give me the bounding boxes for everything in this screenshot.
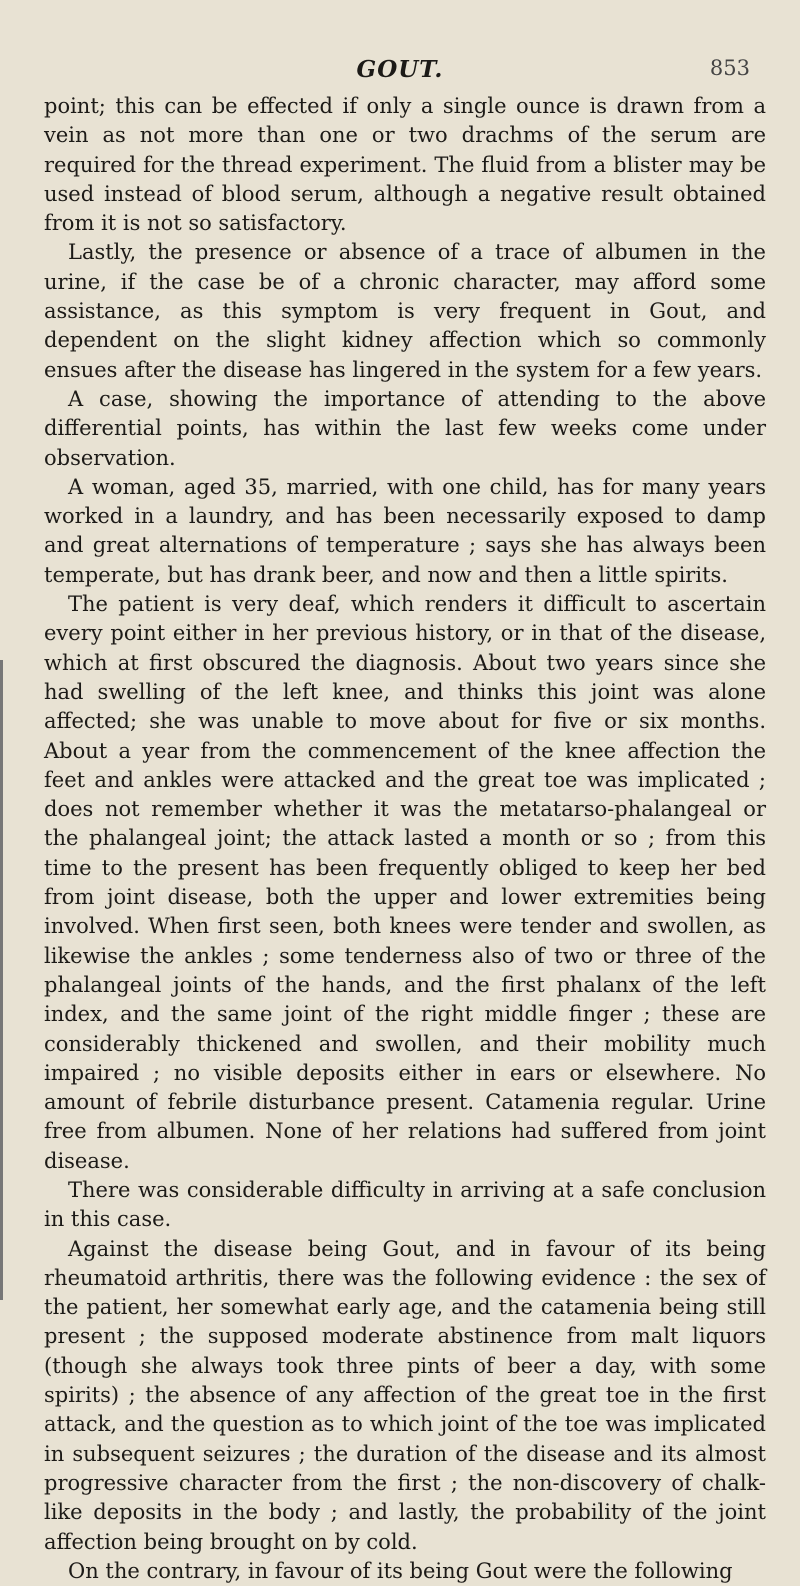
paragraph-6: There was considerable difficulty in arriving at a safe conclusion in this case. bbox=[44, 1177, 766, 1232]
paragraph-4: A woman, aged 35, married, with one child, has for many years worked in a laundry, and has been necessarily exposed to damp and great alternations of temperature ; says she has always been temperate, but has drank beer, and now and then a little spirits. bbox=[44, 474, 766, 587]
paragraph-3: A case, showing the importance of attending to the above differential points, has within the last few weeks come under observation. bbox=[44, 386, 766, 470]
page-number: 853 bbox=[709, 56, 750, 80]
running-title: GOUT. bbox=[356, 56, 444, 83]
paragraph-2: Lastly, the presence or absence of a trace of albumen in the urine, if the case be of a chronic character, may afford some assistance, as this symptom is very frequent in Gout, and dependent on the slight kidney affection which so commonly ensues after the disease has lingered in the system for a few years. bbox=[44, 240, 766, 382]
paragraph-8: On the contrary, in favour of its being Gout were the following bbox=[68, 1558, 733, 1583]
scan-edge-shadow bbox=[0, 660, 3, 1300]
body-text bbox=[44, 92, 766, 1586]
paragraph-1: point; this can be effected if only a single ounce is drawn from a vein as not more than one or two drachms of the serum are required for the thread experiment. The fluid from a blister may be used instead of blood serum, although a negative result obtained from it is not so satisfactory. bbox=[44, 94, 766, 236]
paragraph-5: The patient is very deaf, which renders it difficult to ascertain every point either in her previous history, or in that of the disease, which at first obscured the diagnosis. About two years since she had swelling of the left knee, and thinks this joint was alone affected; she was unable to move about for five or six months. About a year from the commencement of the knee affection the feet and ankles were attacked and the great toe was implicated ; does not remember whether it was the metatarso-phalangeal or the phalangeal joint; the attack lasted a month or so ; from this time to the present has been frequently obliged to keep her bed from joint disease, both the upper and lower extremities being involved. When first seen, both knees were tender and swollen, as likewise the ankles ; some tenderness also of two or three of the phalangeal joints of the hands, and the first phalanx of the left index, and the same joint of the right middle finger ; these are considerably thickened and swollen, and their mobility much impaired ; no visible deposits either in ears or elsewhere. No amount of febrile disturbance present. Catamenia regular. Urine free from albumen. None of her relations had suffered from joint disease. bbox=[44, 592, 766, 1173]
paragraph-7: Against the disease being Gout, and in favour of its being rheumatoid arthritis, there was the following evidence : the sex of the patient, her somewhat early age, and the catamenia being still present ; the supposed moderate abstinence from malt liquors (though she always took three pints of beer a day, with some spirits) ; the absence of any affection of the great toe in the first attack, and the question as to which joint of the toe was implicated in subsequent seizures ; the duration of the disease and its almost progressive character from the first ; the non-discovery of chalk-like deposits in the body ; and lastly, the probability of the joint affection being brought on by cold. bbox=[44, 1236, 766, 1554]
